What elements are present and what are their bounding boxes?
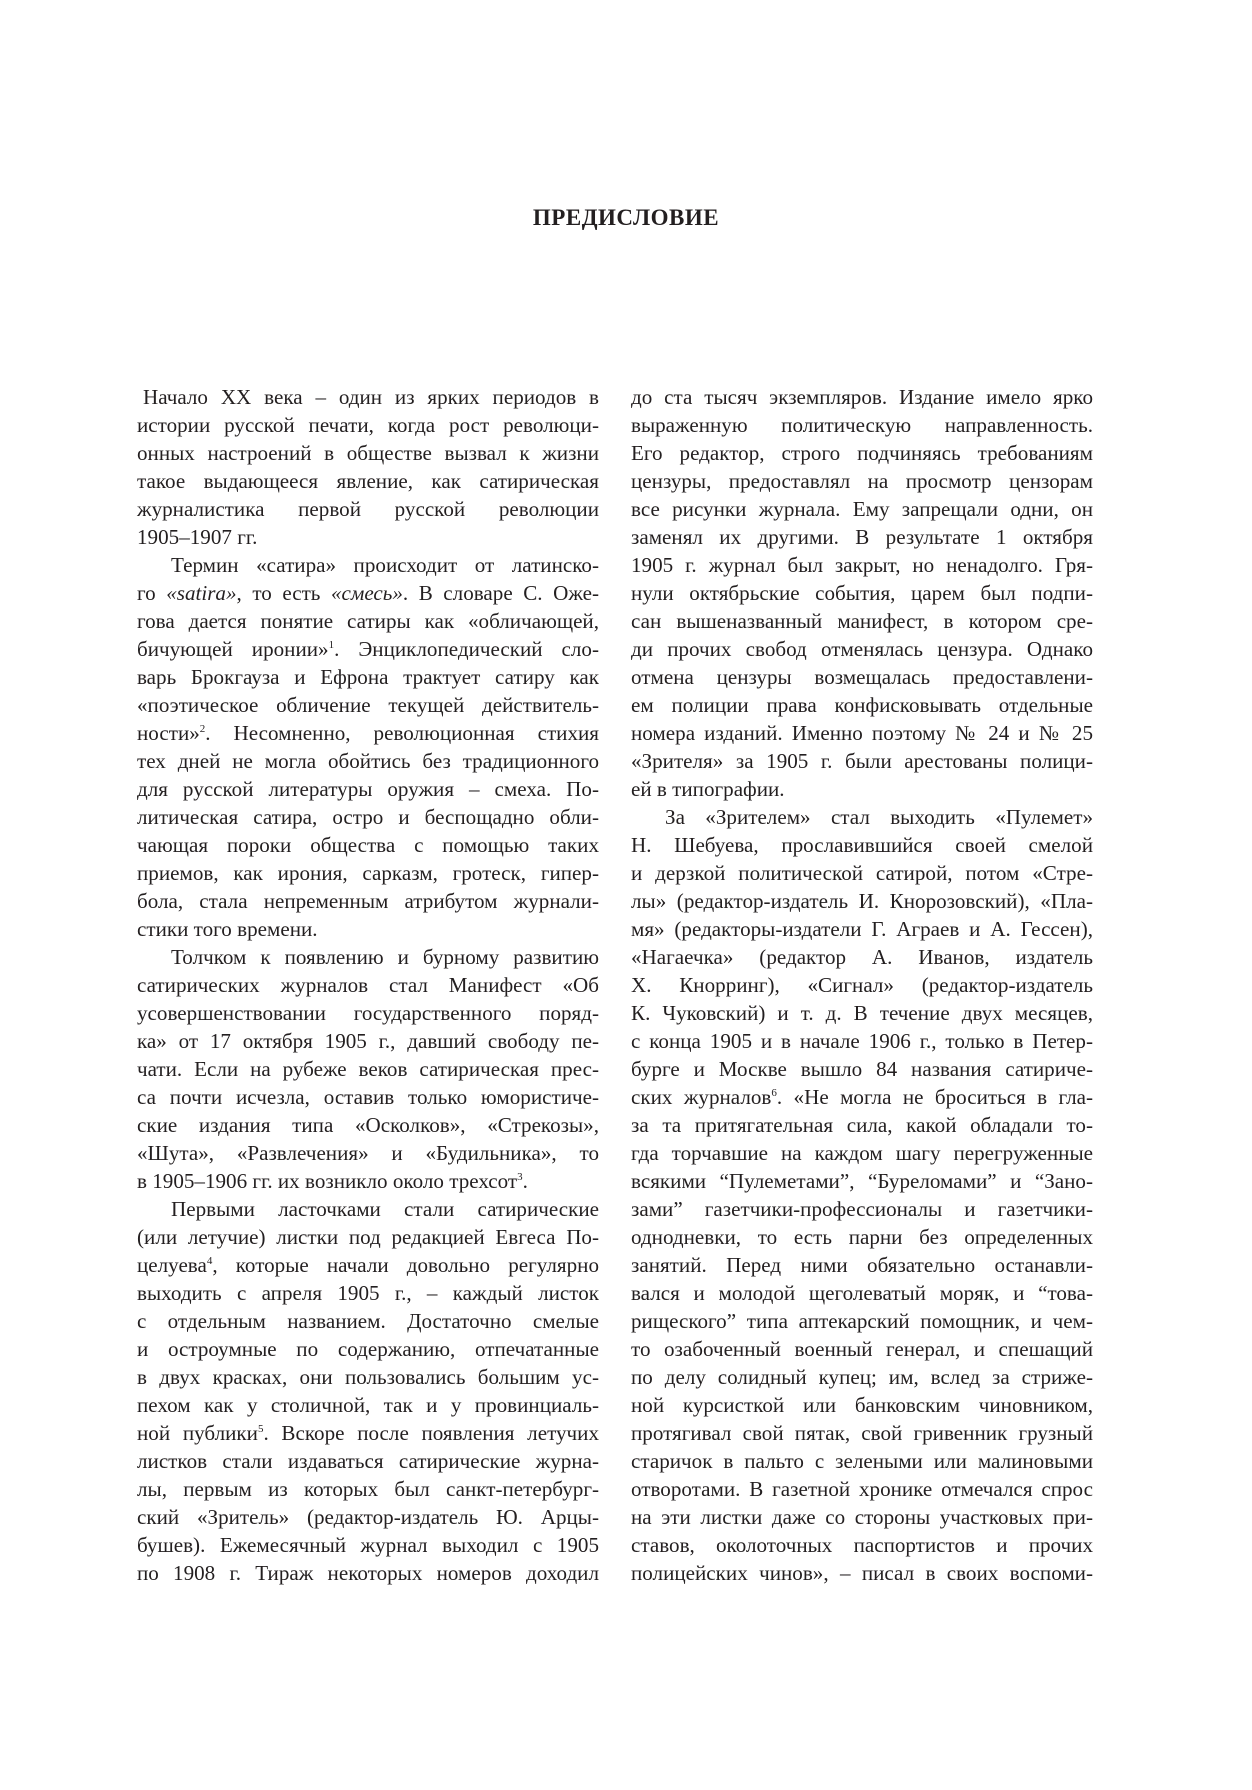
text-line: приемов, как ирония, сарказм, гротеск, гипер- (137, 861, 599, 885)
text-line (137, 1251, 599, 1279)
text-line: журналистика первой русской революции (137, 497, 599, 521)
text-line: занятий. Перед ними обязательно останавли- (631, 1253, 1093, 1277)
text-line: зами” газетчики-профессионалы и газетчики- (631, 1197, 1093, 1221)
text-line: бурге и Москве вышло 84 названия сатириче- (631, 1057, 1093, 1081)
text-segment: . В словаре С. Оже- (402, 581, 599, 605)
text-line (137, 579, 599, 607)
text-line: гова дается понятие сатиры как «обличающей, (137, 609, 599, 633)
text-line: для русской литературы оружия – смеха. По- (137, 777, 599, 801)
text-line: Н. Шебуева, прославившийся своей смелой (631, 833, 1093, 857)
text-line: такое выдающееся явление, как сатирическая (137, 469, 599, 493)
text-line: до ста тысяч экземпляров. Издание имело ярко (631, 385, 1093, 409)
text-line: стики того времени. (137, 917, 318, 941)
text-line: Его редактор, строго подчиняясь требованиям (631, 441, 1093, 465)
text-line: истории русской печати, когда рост революци- (137, 413, 599, 437)
right-column (631, 383, 1093, 1587)
text-line: 1905–1907 гг. (137, 525, 258, 549)
text-segment: ских журналов (631, 1085, 772, 1109)
text-line: «поэтическое обличение текущей действитель- (137, 693, 599, 717)
text-line: ские издания типа «Осколков», «Стрекозы», (137, 1113, 599, 1137)
text-line: и остроумные по содержанию, отпечатанные (137, 1337, 599, 1361)
text-line: онных настроений в обществе вызвал к жизни (137, 441, 599, 465)
text-line: ем полиции права конфисковывать отдельные (631, 693, 1093, 717)
text-line (137, 635, 599, 663)
text-segment: в 1905–1906 гг. их возникло около трехсот (137, 1169, 518, 1193)
text-line: ский «Зритель» (редактор-издатель Ю. Арцы- (137, 1505, 599, 1529)
text-line: За «Зрителем» стал выходить «Пулемет» (665, 805, 1093, 829)
footnote-ref: 5 (257, 1423, 264, 1435)
page-title: ПРЕДИСЛОВИЕ (532, 205, 720, 230)
text-line: 1905 г. журнал был закрыт, но ненадолго. Гря- (631, 553, 1093, 577)
text-line: вался и молодой щеголеватый моряк, и “това- (631, 1281, 1093, 1305)
text-line: по 1908 г. Тираж некоторых номеров доходил (137, 1561, 599, 1585)
text-line: лы» (редактор-издатель И. Кнорозовский), «Пла- (631, 889, 1093, 913)
text-segment: . «Не могла не броситься в гла- (776, 1085, 1093, 1109)
footnote-ref: 2 (199, 723, 206, 735)
text-line: сатирических журналов стал Манифест «Об (137, 973, 599, 997)
text-segment: . Энциклопедический сло- (334, 637, 599, 661)
text-segment: го (137, 581, 167, 605)
text-line: сан вышеназванный манифест, в котором сре- (631, 609, 1093, 633)
text-line: усовершенствовании государственного поряд- (137, 1001, 599, 1025)
text-line (137, 1419, 599, 1447)
text-line: за та притягательная сила, какой обладали то- (631, 1113, 1093, 1137)
text-line: выходить с апреля 1905 г., – каждый листок (137, 1281, 599, 1305)
text-line: ка» от 17 октября 1905 г., давший свободу пе- (137, 1029, 599, 1053)
text-line: отмена цензуры возмещалась предоставлени- (631, 665, 1093, 689)
left-column (137, 383, 599, 1587)
text-line: «Шута», «Развлечения» и «Будильника», то (137, 1141, 599, 1165)
text-line: и дерзкой политической сатирой, потом «Стре- (631, 861, 1093, 885)
text-line: литическая сатира, остро и беспощадно обли- (137, 805, 599, 829)
text-line: заменял их другими. В результате 1 октября (631, 525, 1093, 549)
text-line: чающая пороки общества с помощью таких (137, 833, 599, 857)
text-line: мя» (редакторы-издатели Г. Аграев и А. Гессен), (631, 917, 1093, 941)
text-line: са почти исчезла, оставив только юмористиче- (137, 1085, 599, 1109)
text-line: тех дней не могла обойтись без традиционного (137, 749, 599, 773)
text-segment: . Вскоре после появления летучих (263, 1421, 600, 1445)
text-segment: целуева (137, 1253, 207, 1277)
text-segment: , которые начали довольно регулярно (212, 1253, 599, 1277)
text-line: Начало XX века – один из ярких периодов в (143, 385, 599, 409)
text-line: с отдельным названием. Достаточно смелые (137, 1309, 599, 1333)
text-segment: . Несомненно, революционная стихия (205, 721, 599, 745)
text-line: на эти листки даже со стороны участковых при- (631, 1505, 1093, 1529)
text-line: варь Брокгауза и Ефрона трактует сатиру как (137, 665, 599, 689)
text-line: Х. Кнорринг), «Сигнал» (редактор-издатель (631, 973, 1093, 997)
text-line: «Зрителя» за 1905 г. были арестованы полици- (631, 749, 1093, 773)
text-segment: ности» (137, 721, 200, 745)
footnote-ref: 6 (771, 1087, 777, 1099)
text-line: Термин «сатира» происходит от латинско- (171, 553, 599, 577)
text-line: номера изданий. Именно поэтому № 24 и № 25 (631, 721, 1093, 745)
text-line: в двух красках, они пользовались большим ус- (137, 1365, 599, 1389)
text-line: полицейских чинов», – писал в своих воспоми- (631, 1561, 1093, 1585)
text-line: то озабоченный военный генерал, и спешащий (631, 1337, 1093, 1361)
text-line: всякими “Пулеметами”, “Буреломами” и “Зано- (631, 1169, 1093, 1193)
text-line: рищеского” типа аптекарский помощник, и чем- (631, 1309, 1093, 1333)
text-line: чати. Если на рубеже веков сатирическая прес- (137, 1057, 599, 1081)
footnote-ref: 1 (328, 639, 335, 651)
text-line: нули октябрьские события, царем был подпи- (631, 581, 1093, 605)
text-line: бушев). Ежемесячный журнал выходил с 1905 (137, 1533, 599, 1557)
text-line: отворотами. В газетной хронике отмечался спрос (631, 1477, 1093, 1501)
text-segment: . (522, 1169, 528, 1193)
text-line: (или летучие) листки под редакцией Евгеса По- (137, 1225, 599, 1249)
text-line: с конца 1905 и в начале 1906 г., только в Петер- (631, 1029, 1093, 1053)
text-segment: ной публики (137, 1421, 258, 1445)
text-line: пехом как у столичной, так и у провинциаль- (137, 1393, 599, 1417)
text-line: Первыми ласточками стали сатирические (171, 1197, 599, 1221)
text-line: гда торчавшие на каждом шагу перегруженные (631, 1141, 1093, 1165)
text-line: ди прочих свобод отменялась цензура. Однако (631, 637, 1093, 661)
text-line (137, 1167, 599, 1195)
text-segment: бичующей иронии» (137, 637, 329, 661)
text-line: ной курсисткой или банковским чиновником, (631, 1393, 1093, 1417)
footnote-ref: 4 (206, 1255, 213, 1267)
text-segment: , то есть (236, 581, 331, 605)
text-line: «Нагаечка» (редактор А. Иванов, издатель (631, 945, 1093, 969)
text-line: лы, первым из которых был санкт-петербург- (137, 1477, 599, 1501)
text-line: ей в типографии. (631, 777, 785, 801)
text-line (631, 1083, 1093, 1111)
text-line: старичок в пальто с зелеными или малиновыми (631, 1449, 1093, 1473)
latin-term: «satira» (166, 581, 237, 605)
text-line: однодневки, то есть парни без определенных (631, 1225, 1093, 1249)
text-line: выраженную политическую направленность. (631, 413, 1093, 437)
text-line: по делу солидный купец; им, вслед за стриже- (631, 1365, 1093, 1389)
text-line: все рисунки журнала. Ему запрещали одни, он (631, 497, 1093, 521)
text-line: листков стали издаваться сатирические журна- (137, 1449, 599, 1473)
translation-term: «смесь» (330, 581, 403, 605)
text-line: ставов, околоточных паспортистов и прочих (631, 1533, 1093, 1557)
text-line: бола, стала непременным атрибутом журнали- (137, 889, 599, 913)
text-line: протягивал свой пятак, свой гривенник грузный (631, 1421, 1093, 1445)
footnote-ref: 3 (517, 1171, 523, 1183)
text-line: К. Чуковский) и т. д. В течение двух месяцев, (631, 1001, 1093, 1025)
text-line: Толчком к появлению и бурному развитию (171, 945, 599, 969)
text-line (137, 719, 599, 747)
text-line: цензуры, предоставлял на просмотр цензорам (631, 469, 1093, 493)
